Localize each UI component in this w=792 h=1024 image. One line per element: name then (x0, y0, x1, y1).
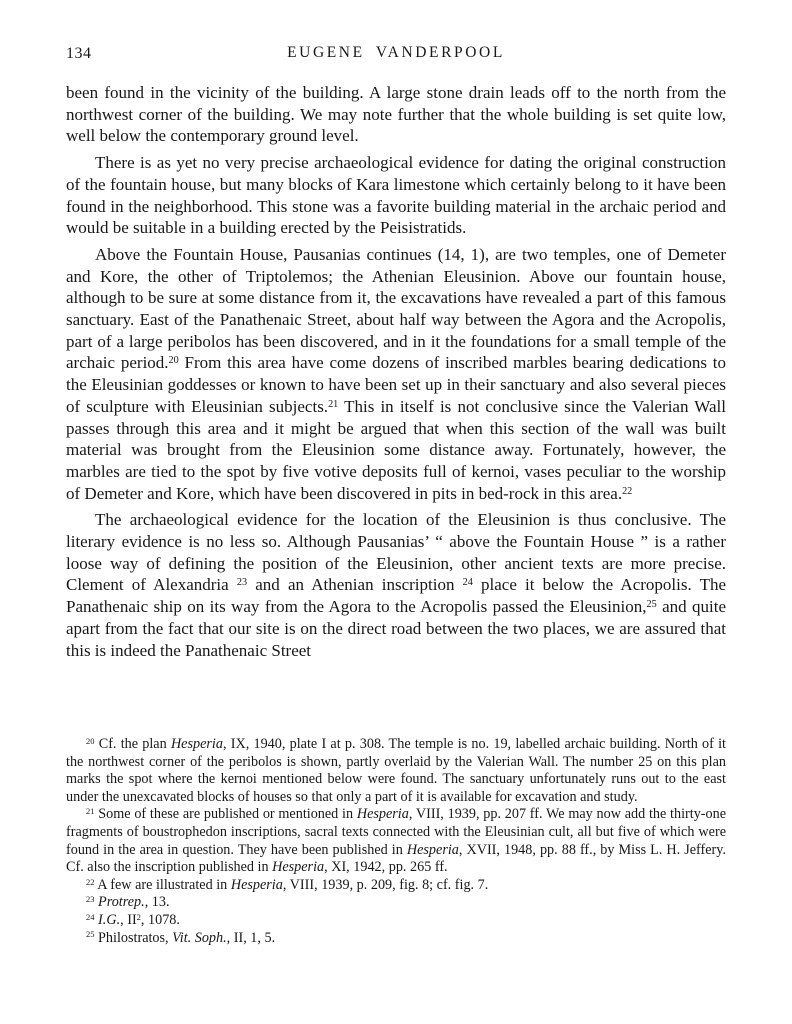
text-run: There is as yet no very precise archaeological evidence for dating the original construction of the fountain house, but many blocks of Kara limestone which certainly belong to it have been found in the neighborhood. This stone was a favorite building material in the archaic period and would be suitable in a building erected by the Peisistratids. (66, 153, 726, 238)
footnote (66, 930, 726, 948)
text-run: and quite apart from the fact that our site is on the direct road between the two places, we are assured that this is indeed the Panathenaic Street (66, 597, 726, 660)
footnote-number: 25 (86, 929, 95, 940)
footnote (66, 877, 726, 895)
text-run: , 1078. (140, 911, 180, 928)
page-number: 134 (66, 45, 92, 62)
footnote (66, 806, 726, 876)
paragraph (66, 244, 726, 504)
italic-run: Hesperia (272, 859, 325, 876)
page-header (66, 44, 726, 66)
text-run: A few are illustrated in (97, 876, 231, 893)
body-text (66, 82, 726, 661)
footnotes (66, 736, 726, 947)
text-run: , VIII, 1939, pp. 207 ff. We may now add the thirty-one fragments of boustrophedon inscriptions, sacral texts connected with the Eleusinian cult, all but five of which were found in the area in question. They have been published in (66, 806, 726, 858)
superscript-ref: 25 (646, 599, 657, 611)
running-head: EUGENE VANDERPOOL (287, 44, 505, 61)
text-run: Philostratos, (98, 929, 173, 946)
text-run: Cf. the plan (98, 736, 171, 752)
superscript-ref: 2 (136, 911, 141, 922)
footnote (66, 912, 726, 930)
superscript-ref: 22 (622, 485, 633, 497)
footnote (66, 894, 726, 912)
italic-run: I.G. (98, 911, 121, 928)
paragraph (66, 509, 726, 661)
superscript-ref: 21 (328, 398, 339, 410)
text-run: , XI, 1942, pp. 265 ff. (324, 859, 448, 876)
italic-run: Vit. Soph. (172, 929, 227, 946)
text-run: , VIII, 1939, p. 209, fig. 8; cf. fig. 7. (282, 876, 489, 893)
text-run: The archaeological evidence for the location of the Eleusinion is thus conclusive. The literary evidence is no less so. Although Pausanias’ “ above the Fountain House ” is a rather loose way of defining the position of the Eleusinion, other ancient texts are more precise. Clement of Alexandria (66, 510, 726, 595)
italic-run: Hesperia (170, 736, 223, 752)
superscript-ref: 24 (462, 577, 473, 589)
text-run: Above the Fountain House, Pausanias continues (14, 1), are two temples, one of Demeter and Kore, the other of Triptolemos; the Athenian Eleusinion. Above our fountain house, although to be sure at some distance from it, the excavations have revealed a part of this famous sanctuary. East of the Panathenaic Street, about half way between the Agora and the Acropolis, part of a large peribolos has been discovered, and in it the foundations for a small temple of the archaic period. (66, 244, 726, 373)
text-run: , 13. (144, 894, 170, 911)
text-run: place it below the Acropolis. The Panathenaic ship on its way from the Agora to the Acropolis passed the Eleusinion, (66, 575, 727, 617)
text-run: , II, 1, 5. (226, 929, 276, 946)
text-run: and an Athenian inscription (247, 575, 463, 595)
footnote (66, 736, 726, 806)
paragraph (66, 152, 726, 239)
italic-run: Hesperia (230, 876, 283, 893)
superscript-ref: 20 (168, 355, 179, 367)
text-run: , II (120, 911, 137, 928)
text-run: From this area have come dozens of inscribed marbles bearing dedications to the Eleusinian goddesses or known to have been set up in their sanctuary and also several pieces of sculpture with Eleusinian subjects. (66, 353, 727, 416)
italic-run: Hesperia (356, 806, 409, 823)
footnote-number: 20 (86, 735, 95, 746)
text-run: , XVII, 1948, pp. 88 ff., by Miss L. H. Jeffery. Cf. also the inscription published in (66, 841, 726, 876)
text-run: Some of these are published or mentioned in (98, 806, 357, 823)
text-run: been found in the vicinity of the building. A large stone drain leads off to the north from the northwest corner of the building. We may note further that the whole building is set quite low, well below the contemporary ground level. (66, 83, 726, 146)
text-run: This in itself is not conclusive since the Valerian Wall passes through this area and it might be argued that when this section of the wall was built material was brought from the Eleusinion some distance away. Fortunately, however, the marbles are tied to the spot by five votive deposits full of kernoi, vases peculiar to the worship of Demeter and Kore, which have been discovered in pits in bed-rock in this area. (66, 396, 726, 503)
footnote-number: 24 (86, 911, 95, 922)
italic-run: Protrep. (98, 894, 145, 911)
footnote-number: 21 (86, 806, 95, 817)
footnote-number: 22 (86, 876, 95, 887)
text-run: , IX, 1940, plate I at p. 308. The temple is no. 19, labelled archaic building. North of it the northwest corner of the peribolos is shown, partly overlaid by the Valerian Wall. The number 25 on this plan marks the spot where the kernoi mentioned below were found. The sanctuary unfortunately runs out to the east under the unexcavated blocks of houses so that only a part of it is available for excavation and study. (66, 736, 726, 805)
paragraph (66, 82, 726, 147)
superscript-ref: 23 (236, 577, 248, 589)
italic-run: Hesperia (406, 841, 459, 858)
footnote-number: 23 (86, 894, 95, 905)
